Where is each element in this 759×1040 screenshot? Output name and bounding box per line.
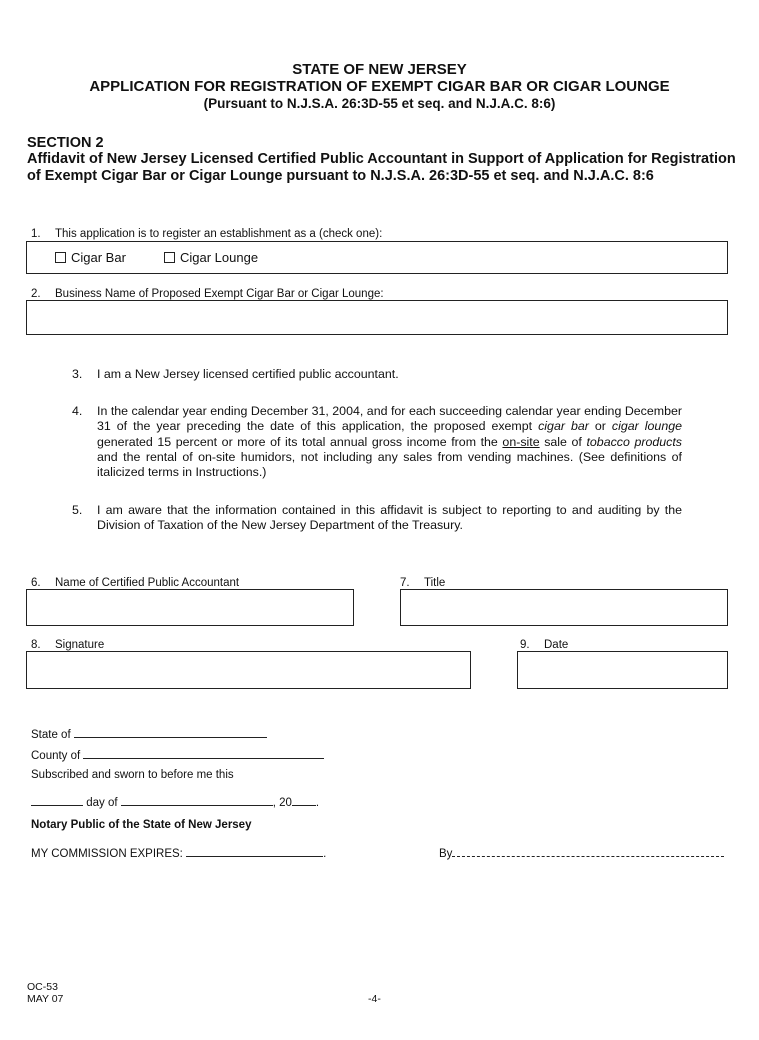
statement-5-text: I am aware that the information contained in this affidavit is subject to reporting to and auditing by the Division of Taxation of the New Jersey Department of the Treasury.	[97, 503, 682, 533]
item9-number: 9.	[520, 639, 530, 651]
by-signature-blank[interactable]	[452, 845, 724, 857]
by-label: By	[439, 848, 453, 860]
state-of-label: State of	[31, 729, 71, 741]
section-title: SECTION 2	[27, 135, 104, 151]
term-cigar-bar: cigar bar	[538, 419, 589, 434]
form-revision-date: MAY 07	[27, 993, 64, 1005]
cigar-lounge-checkbox[interactable]	[164, 250, 258, 265]
year-blank[interactable]	[292, 794, 316, 806]
business-name-field[interactable]	[26, 300, 728, 335]
signature-field[interactable]	[26, 651, 471, 689]
notary-public-title: Notary Public of the State of New Jersey	[31, 819, 252, 831]
by-line	[439, 845, 724, 861]
item9-text: Date	[544, 639, 569, 651]
statement-5-number: 5.	[72, 503, 83, 517]
notary-county-line	[31, 747, 324, 763]
item6-text: Name of Certified Public Accountant	[55, 577, 240, 589]
item1-number: 1.	[31, 228, 41, 240]
checkbox-square-icon[interactable]	[55, 252, 66, 263]
statement-3-number: 3.	[72, 367, 83, 381]
statement-4-text: In the calendar year ending December 31, 2004, and for each succeeding calendar year ending December 31 of the year preceding the date of this application, the proposed exempt cigar bar or cigar lounge generated 15 percent or more of its total annual gross income from the on-site sale of tobacco products and the rental of on-site humidors, not including any sales from vending machines. (See definitions of italicized terms in Instructions.)	[97, 404, 682, 480]
commission-expires-blank[interactable]	[186, 845, 323, 857]
commission-expires-label: MY COMMISSION EXPIRES:	[31, 848, 183, 860]
item6-number: 6.	[31, 577, 41, 589]
state-of-blank[interactable]	[74, 726, 267, 738]
item8-number: 8.	[31, 639, 41, 651]
checkbox-square-icon[interactable]	[164, 252, 175, 263]
date-field[interactable]	[517, 651, 728, 689]
statement-3	[72, 367, 682, 382]
term-cigar-lounge: cigar lounge	[611, 419, 682, 434]
subscribed-text: Subscribed and sworn to before me this	[31, 769, 234, 781]
item2-text: Business Name of Proposed Exempt Cigar Bar or Cigar Lounge:	[55, 288, 384, 300]
month-blank[interactable]	[121, 794, 273, 806]
commission-line: MY COMMISSION EXPIRES: .	[31, 845, 326, 861]
statement-3-text: I am a New Jersey licensed certified public accountant.	[97, 367, 399, 381]
notary-date-line: day of , 20 .	[31, 794, 319, 810]
day-blank[interactable]	[31, 794, 83, 806]
item1-text: This application is to register an establishment as a (check one):	[55, 228, 383, 240]
form-id: OC-53	[27, 981, 58, 993]
notary-state-line	[31, 726, 267, 742]
form-title: APPLICATION FOR REGISTRATION OF EXEMPT CIGAR BAR OR CIGAR LOUNGE	[89, 78, 670, 95]
item7-text: Title	[424, 577, 446, 589]
establishment-type-box	[26, 241, 728, 274]
page-number: -4-	[368, 993, 381, 1005]
year-prefix: , 20	[272, 797, 292, 809]
term-tobacco-products: tobacco products	[586, 434, 682, 449]
item1-label	[31, 228, 382, 241]
form-statute-reference: (Pursuant to N.J.S.A. 26:3D-55 et seq. and N.J.A.C. 8:6)	[203, 96, 556, 111]
county-of-blank[interactable]	[83, 747, 324, 759]
form-state-heading: STATE OF NEW JERSEY	[292, 61, 467, 78]
cigar-bar-checkbox[interactable]	[55, 250, 126, 265]
cpa-name-field[interactable]	[26, 589, 354, 626]
item2-number: 2.	[31, 288, 41, 300]
day-of-label: day of	[86, 797, 118, 809]
item7-number: 7.	[400, 577, 410, 589]
term-on-site: on-site	[502, 434, 540, 449]
statement-4-number: 4.	[72, 404, 83, 418]
section-subtitle: Affidavit of New Jersey Licensed Certified Public Accountant in Support of Application for Registration of Exempt Cigar Bar or Cigar Lounge pursuant to N.J.S.A. 26:3D-55 et seq. and N.J.A.C. 8:6	[27, 151, 736, 184]
cigar-lounge-label: Cigar Lounge	[180, 250, 259, 265]
title-field[interactable]	[400, 589, 728, 626]
statement-5	[72, 503, 682, 534]
item8-text: Signature	[55, 639, 105, 651]
statement-4	[72, 404, 682, 480]
cigar-bar-label: Cigar Bar	[71, 250, 126, 265]
county-of-label: County of	[31, 750, 81, 762]
